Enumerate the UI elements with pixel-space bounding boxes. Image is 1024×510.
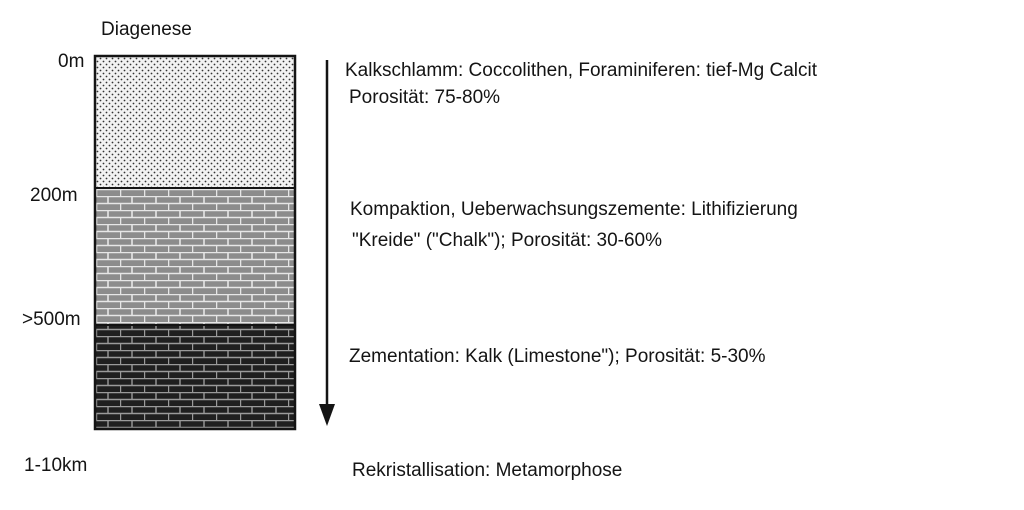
depth-label-1-10km: 1-10km <box>24 455 88 476</box>
stage-2-line-1: Kompaktion, Ueberwachsungszemente: Lithifizierung <box>350 199 798 220</box>
depth-label-0m: 0m <box>58 51 85 72</box>
stage-1-line-1: Kalkschlamm: Coccolithen, Foraminiferen: tief-Mg Calcit <box>345 60 817 81</box>
depth-label-200m: 200m <box>30 185 78 206</box>
depth-label-500m: >500m <box>22 309 81 330</box>
stage-4-line-1: Rekristallisation: Metamorphose <box>352 460 623 481</box>
stage-3-line-1: Zementation: Kalk (Limestone"); Porosität: 5-30% <box>349 346 766 367</box>
arrow-head <box>319 404 335 426</box>
stage-1-line-2: Porosität: 75-80% <box>349 87 501 108</box>
stage-2-line-2: "Kreide" ("Chalk"); Porosität: 30-60% <box>352 230 662 251</box>
diagram-title: Diagenese <box>101 19 192 40</box>
